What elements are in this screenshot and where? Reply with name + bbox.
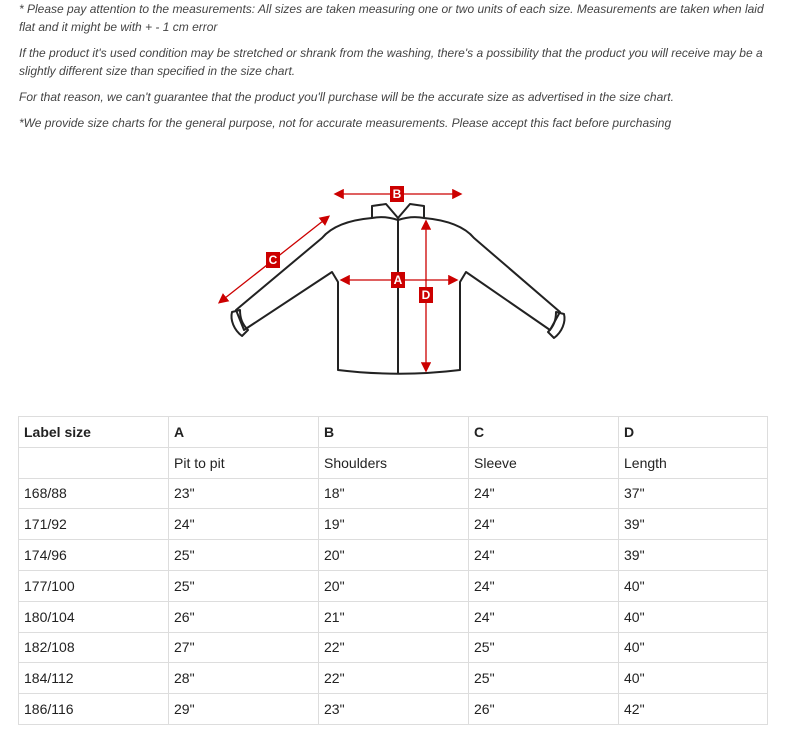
table-cell: 37"	[619, 478, 768, 509]
table-cell: 20"	[319, 540, 469, 571]
header-a: A	[169, 417, 319, 448]
table-cell: 24"	[469, 509, 619, 540]
header-b: B	[319, 417, 469, 448]
guarantee-note: For that reason, we can't guarantee that the product you'll purchase will be the accurate size as advertised in the size chart.	[19, 90, 674, 104]
description-cell: Sleeve	[469, 447, 619, 478]
table-cell: 40"	[619, 570, 768, 601]
table-cell: 23"	[169, 478, 319, 509]
table-header-row	[19, 417, 768, 448]
right-cuff	[548, 312, 565, 338]
table-cell: 28"	[169, 663, 319, 694]
jacket-diagram-svg	[214, 180, 574, 380]
table-row	[19, 663, 768, 694]
condition-note: If the product it's used condition may be stretched or shrank from the washing, there's a possibility that the product you will receive may be a slightly different size than specified in the size chart.	[19, 46, 763, 78]
table-cell: 184/112	[19, 663, 169, 694]
measure-b-label	[390, 186, 404, 202]
measurement-lines	[220, 194, 460, 370]
table-cell: 168/88	[19, 478, 169, 509]
size-notes	[19, 0, 779, 132]
table-cell: 18"	[319, 478, 469, 509]
table-cell: 29"	[169, 694, 319, 725]
left-cuff	[231, 310, 248, 336]
table-cell: 23"	[319, 694, 469, 725]
measure-a-label	[391, 272, 405, 288]
jacket-measurement-diagram	[214, 180, 574, 380]
table-cell: 25"	[169, 540, 319, 571]
table-cell: 24"	[469, 540, 619, 571]
table-cell: 25"	[169, 570, 319, 601]
table-row	[19, 601, 768, 632]
table-cell: 21"	[319, 601, 469, 632]
table-cell: 22"	[319, 663, 469, 694]
measurement-note: * Please pay attention to the measurements: All sizes are taken measuring one or two units of each size. Measurements are taken when laid flat and it might be with + - 1 cm error	[19, 2, 764, 34]
table-row	[19, 632, 768, 663]
table-row	[19, 509, 768, 540]
table-cell: 42"	[619, 694, 768, 725]
measure-c-label	[266, 252, 280, 268]
table-cell: 26"	[469, 694, 619, 725]
jacket-outline	[231, 204, 564, 374]
table-cell: 40"	[619, 632, 768, 663]
table-cell: 24"	[469, 478, 619, 509]
measure-d-label	[419, 287, 433, 303]
header-c: C	[469, 417, 619, 448]
table-cell: 24"	[469, 601, 619, 632]
table-description-row	[19, 447, 768, 478]
table-cell: 24"	[169, 509, 319, 540]
table-row	[19, 570, 768, 601]
table-cell: 39"	[619, 540, 768, 571]
table-cell: 171/92	[19, 509, 169, 540]
table-cell: 180/104	[19, 601, 169, 632]
table-cell: 182/108	[19, 632, 169, 663]
table-row	[19, 694, 768, 725]
table-cell: 27"	[169, 632, 319, 663]
table-cell: 39"	[619, 509, 768, 540]
table-row	[19, 540, 768, 571]
table-cell: 174/96	[19, 540, 169, 571]
table-cell: 25"	[469, 632, 619, 663]
jacket-collar	[372, 204, 424, 220]
table-cell: 177/100	[19, 570, 169, 601]
table-cell: 22"	[319, 632, 469, 663]
header-d: D	[619, 417, 768, 448]
table-cell: 20"	[319, 570, 469, 601]
table-cell: 24"	[469, 570, 619, 601]
table-cell: 186/116	[19, 694, 169, 725]
general-purpose-note: *We provide size charts for the general purpose, not for accurate measurements. Please accept this fact before purchasing	[19, 116, 672, 130]
table-cell: 19"	[319, 509, 469, 540]
label-c-text: C	[268, 253, 278, 267]
table-cell: 25"	[469, 663, 619, 694]
description-cell: Pit to pit	[169, 447, 319, 478]
description-cell: Shoulders	[319, 447, 469, 478]
table-cell: 26"	[169, 601, 319, 632]
label-a-text: A	[393, 273, 403, 287]
table-row	[19, 478, 768, 509]
label-b-text: B	[392, 187, 402, 201]
description-cell: Length	[619, 447, 768, 478]
size-chart-table	[18, 416, 768, 725]
table-cell: 40"	[619, 663, 768, 694]
label-d-text: D	[421, 288, 431, 302]
table-cell: 40"	[619, 601, 768, 632]
description-cell	[19, 447, 169, 478]
header-label-size: Label size	[19, 417, 169, 448]
